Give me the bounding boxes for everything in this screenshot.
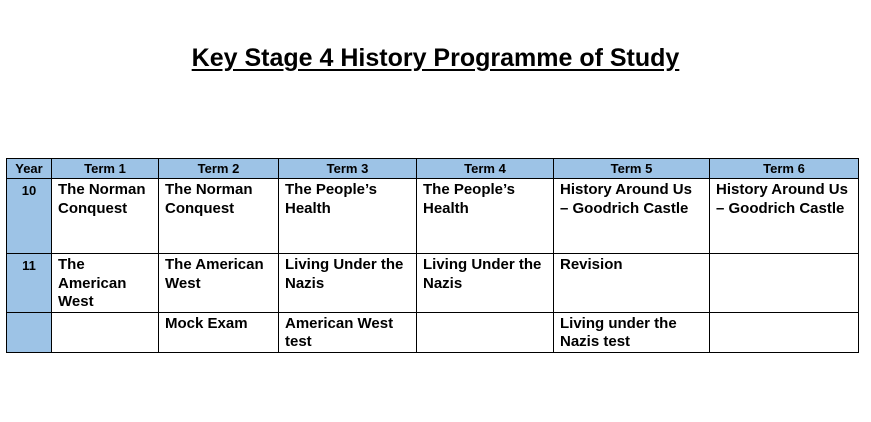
year-cell: 11 xyxy=(7,254,52,313)
table-cell: Revision xyxy=(554,254,710,313)
header-year: Year xyxy=(7,159,52,179)
year-cell: 10 xyxy=(7,179,52,254)
table-cell: Living Under the Nazis xyxy=(417,254,554,313)
programme-table xyxy=(6,158,859,353)
table-row xyxy=(7,312,859,352)
table-cell: The American West xyxy=(52,254,159,313)
table-cell xyxy=(710,254,859,313)
table-cell: History Around Us – Goodrich Castle xyxy=(554,179,710,254)
header-term-6: Term 6 xyxy=(710,159,859,179)
header-term-1: Term 1 xyxy=(52,159,159,179)
header-row xyxy=(7,159,859,179)
table-cell: Living under the Nazis test xyxy=(554,312,710,352)
table-cell xyxy=(417,312,554,352)
table-cell xyxy=(710,312,859,352)
header-term-2: Term 2 xyxy=(159,159,279,179)
table-cell: The American West xyxy=(159,254,279,313)
table-row xyxy=(7,254,859,313)
table-cell: The Norman Conquest xyxy=(52,179,159,254)
table-cell xyxy=(52,312,159,352)
header-term-3: Term 3 xyxy=(279,159,417,179)
page-title: Key Stage 4 History Programme of Study xyxy=(191,44,680,72)
table-cell: Living Under the Nazis xyxy=(279,254,417,313)
table-cell: The People’s Health xyxy=(279,179,417,254)
table-cell: The People’s Health xyxy=(417,179,554,254)
table-cell: The Norman Conquest xyxy=(159,179,279,254)
table-row xyxy=(7,179,859,254)
header-term-4: Term 4 xyxy=(417,159,554,179)
header-term-5: Term 5 xyxy=(554,159,710,179)
table-cell: Mock Exam xyxy=(159,312,279,352)
table-cell: American West test xyxy=(279,312,417,352)
year-cell xyxy=(7,312,52,352)
table-cell: History Around Us – Goodrich Castle xyxy=(710,179,859,254)
